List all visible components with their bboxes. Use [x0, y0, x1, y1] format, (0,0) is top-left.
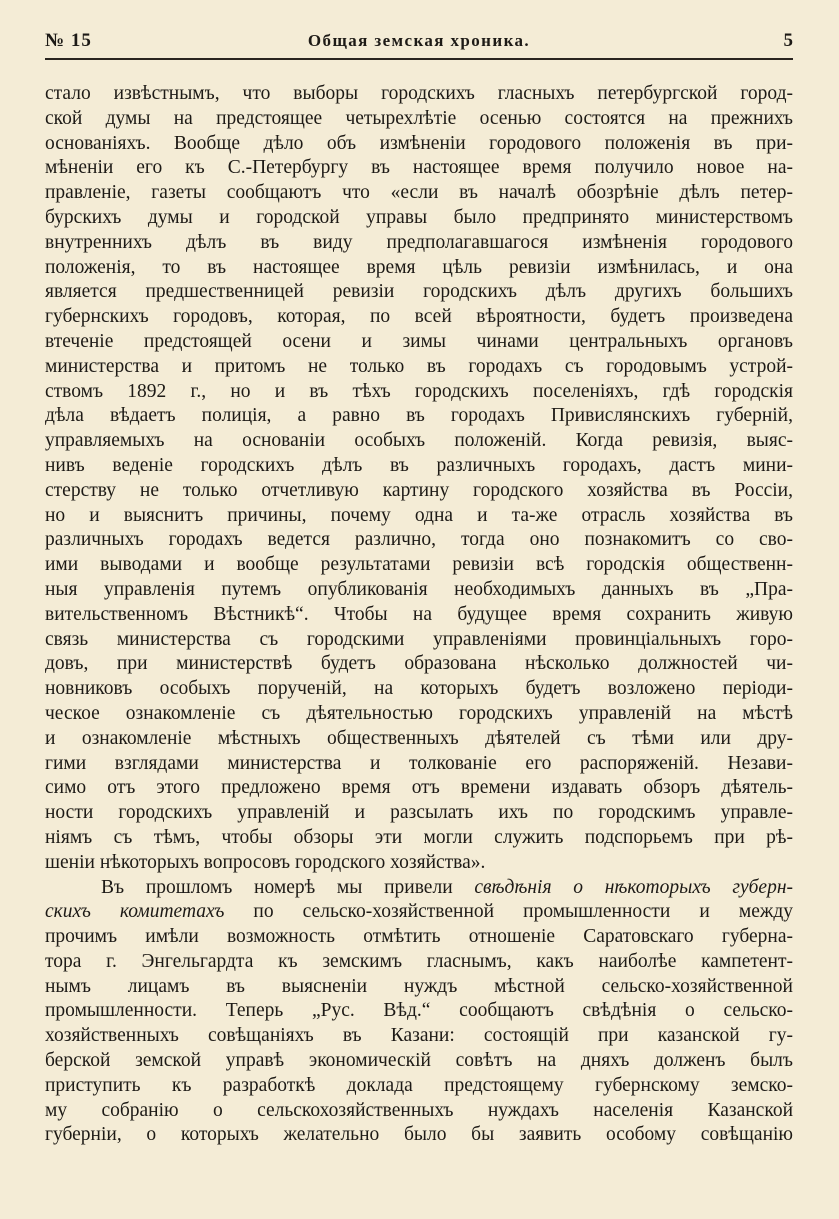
text-line: хозяйственныхъ совѣщаніяхъ въ Казани: состоящій при казанской гу- [45, 1025, 793, 1047]
running-head [45, 30, 793, 58]
text-line: берской земской управѣ экономическій совѣтъ на дняхъ долженъ былъ [45, 1050, 793, 1072]
text-line: основаніяхъ. Вообще дѣло объ измѣненіи городового положенія въ при- [45, 132, 793, 154]
text-line: ствомъ 1892 г., но и въ тѣхъ городскихъ поселеніяхъ, гдѣ городскія [45, 380, 793, 402]
text-line: министерства и притомъ не только въ городахъ съ городовымъ устрой- [45, 355, 793, 377]
text-line: симо отъ этого предложено время отъ времени издавать обзоръ дѣятель- [45, 777, 793, 799]
text-line [45, 900, 793, 925]
text-line: ности городскихъ управленій и разсылать ихъ по городскимъ управле- [45, 802, 793, 824]
text-line: бурскихъ думы и городской управы было предпринято министерствомъ [45, 206, 793, 228]
text-line: ніямъ съ тѣмъ, чтобы обзоры эти могли служить подспорьемъ при рѣ- [45, 826, 793, 848]
text-line: приступить къ разработкѣ доклада предстоящему губернскому земско- [45, 1074, 793, 1096]
text-line: нымъ лицамъ въ выясненіи нуждъ мѣстной сельско-хозяйственной [45, 975, 793, 997]
text-line: внутреннихъ дѣлъ въ виду предполагавшагося измѣненія городового [45, 231, 793, 253]
text-line: управляемыхъ на основаніи особыхъ положеній. Когда ревизія, выяс- [45, 430, 793, 452]
text-line: нивъ веденіе городскихъ дѣлъ въ различныхъ городахъ, дастъ мини- [45, 454, 793, 476]
text-line: ской думы на предстоящее четырехлѣтіе осенью состоятся на прежнихъ [45, 107, 793, 129]
paragraph-2 [45, 876, 793, 1149]
italic-run: скихъ комитетахъ [45, 901, 225, 923]
text-line: вительственномъ Вѣстникѣ“. Чтобы на будущее время сохранить живую [45, 603, 793, 625]
text-line: ныя управленія путемъ опубликованія необходимыхъ данныхъ въ „Пра- [45, 578, 793, 600]
text-line: различныхъ городахъ ведется различно, тогда оно познакомитъ со сво- [45, 529, 793, 551]
text-line: положенія, то въ настоящее время цѣль ревизіи измѣнилась, и она [45, 256, 793, 278]
paragraph-1 [45, 82, 793, 876]
text-line: гими взглядами министерства и толкованіе его распоряженій. Незави- [45, 752, 793, 774]
section-title: Общая земская хроника. [307, 31, 531, 50]
text-line: новниковъ особыхъ порученій, на которыхъ будетъ возложено періоди- [45, 678, 793, 700]
text-line: губернскихъ городовъ, которая, по всей вѣроятности, будетъ произведена [45, 306, 793, 328]
page-number: 5 [783, 30, 793, 51]
text-line: тора г. Энгельгардта къ земскимъ гласнымъ, какъ наиболѣе кампетент- [45, 950, 793, 972]
text-line: стерству не только отчетливую картину городского хозяйства въ Россіи, [45, 479, 793, 501]
body-text [45, 82, 793, 1148]
text-line: довъ, при министерствѣ будетъ образована нѣсколько должностей чи- [45, 653, 793, 675]
text-line: мѣненіи его къ С.-Петербургу въ настоящее время получило новое на- [45, 157, 793, 179]
header-rule [45, 58, 793, 60]
issue-number: № 15 [45, 30, 92, 51]
text-line [45, 876, 793, 901]
text-line: и ознакомленіе мѣстныхъ общественныхъ дѣятелей съ тѣми или дру- [45, 727, 793, 749]
text-line: является предшественницей ревизіи городскихъ дѣлъ другихъ большихъ [45, 281, 793, 303]
text-line: правленіе, газеты сообщаютъ что «если въ началѣ обозрѣніе дѣлъ петер- [45, 182, 793, 204]
text-line: ими выводами и вообще результатами ревизіи всѣ городскія общественн- [45, 554, 793, 576]
text-line: ческое ознакомленіе съ дѣятельностью городскихъ управленій на мѣстѣ [45, 702, 793, 724]
text-line: шеніи нѣкоторыхъ вопросовъ городского хозяйства». [45, 851, 486, 873]
text-run: по сельско-хозяйственной промышленности и между [224, 901, 793, 923]
text-line: но и выяснитъ причины, почему одна и та-же отрасль хозяйства въ [45, 504, 793, 526]
italic-run: свѣдѣнія о нѣкоторыхъ губерн- [474, 876, 793, 898]
text-line: втеченіе предстоящей осени и зимы чинами центральныхъ органовъ [45, 330, 793, 352]
text-run: Въ прошломъ номерѣ мы привели [101, 876, 475, 898]
text-line: губерніи, о которыхъ желательно было бы заявить особому совѣщанію [45, 1124, 793, 1146]
text-line: связь министерства съ городскими управленіями провинціальныхъ горо- [45, 628, 793, 650]
text-line: промышленности. Теперь „Рус. Вѣд.“ сообщаютъ свѣдѣнія о сельско- [45, 1000, 793, 1022]
text-line: му собранію о сельскохозяйственныхъ нуждахъ населенія Казанской [45, 1099, 793, 1121]
text-line: прочимъ имѣли возможность отмѣтить отношеніе Саратовскаго губерна- [45, 926, 793, 948]
text-line: стало извѣстнымъ, что выборы городскихъ гласныхъ петербургской город- [45, 83, 793, 104]
text-line: дѣла вѣдаетъ полиція, а равно въ городахъ Привислянскихъ губерній, [45, 405, 793, 427]
